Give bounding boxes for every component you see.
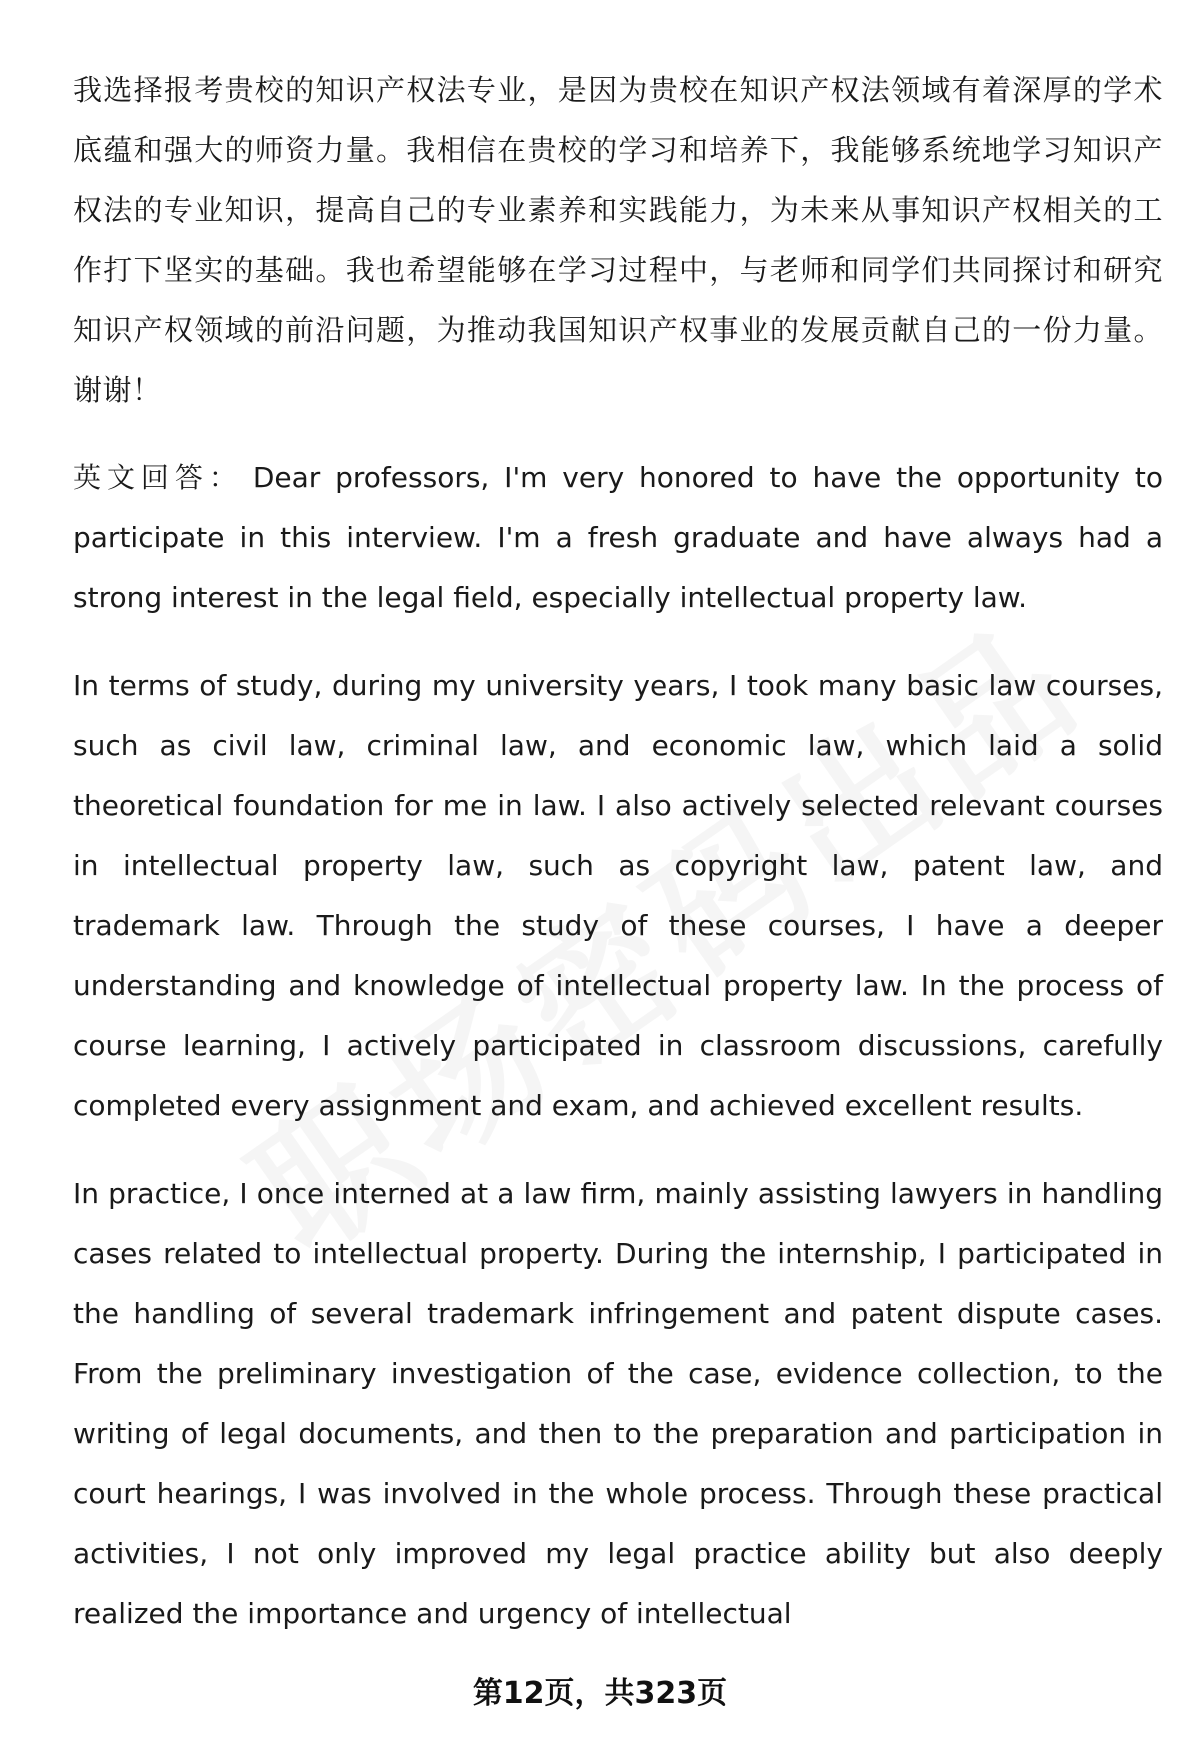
- page-number-footer: 第12页，共323页: [472, 1676, 728, 1711]
- english-answer-label: 英文回答：: [73, 461, 243, 494]
- page-content: [73, 60, 1163, 1672]
- english-intro-text: Dear professors, I'm very honored to have the opportunity to participate in this interview. I'm a fresh graduate and have always had a strong interest in the legal field, especially intellectual property law.: [73, 461, 1163, 614]
- english-study-paragraph: In terms of study, during my university years, I took many basic law courses, such as civil law, criminal law, and economic law, which laid a solid theoretical foundation for me in law. I also actively selected relevant courses in intellectual property law, such as copyright law, patent law, and trademark law. Through the study of these courses, I have a deeper understanding and knowledge of intellectual property law. In the process of course learning, I actively participated in classroom discussions, carefully completed every assignment and exam, and achieved excellent results.: [73, 669, 1163, 1122]
- english-practice-paragraph: In practice, I once interned at a law firm, mainly assisting lawyers in handling cases related to intellectual property. During the internship, I participated in the handling of several trademark infringement and patent dispute cases. From the preliminary investigation of the case, evidence collection, to the writing of legal documents, and then to the preparation and participation in court hearings, I was involved in the whole process. Through these practical activities, I not only improved my legal practice ability but also deeply realized the importance and urgency of intellectual: [73, 1177, 1163, 1630]
- chinese-answer-paragraph: 我选择报考贵校的知识产权法专业，是因为贵校在知识产权法领域有着深厚的学术底蕴和强大的师资力量。我相信在贵校的学习和培养下，我能够系统地学习知识产权法的专业知识，提高自己的专业素养和实践能力，为未来从事知识产权相关的工作打下坚实的基础。我也希望能够在学习过程中，与老师和同学们共同探讨和研究知识产权领域的前沿问题，为推动我国知识产权事业的发展贡献自己的一份力量。谢谢！: [73, 73, 1163, 407]
- english-intro-paragraph: [73, 448, 1163, 628]
